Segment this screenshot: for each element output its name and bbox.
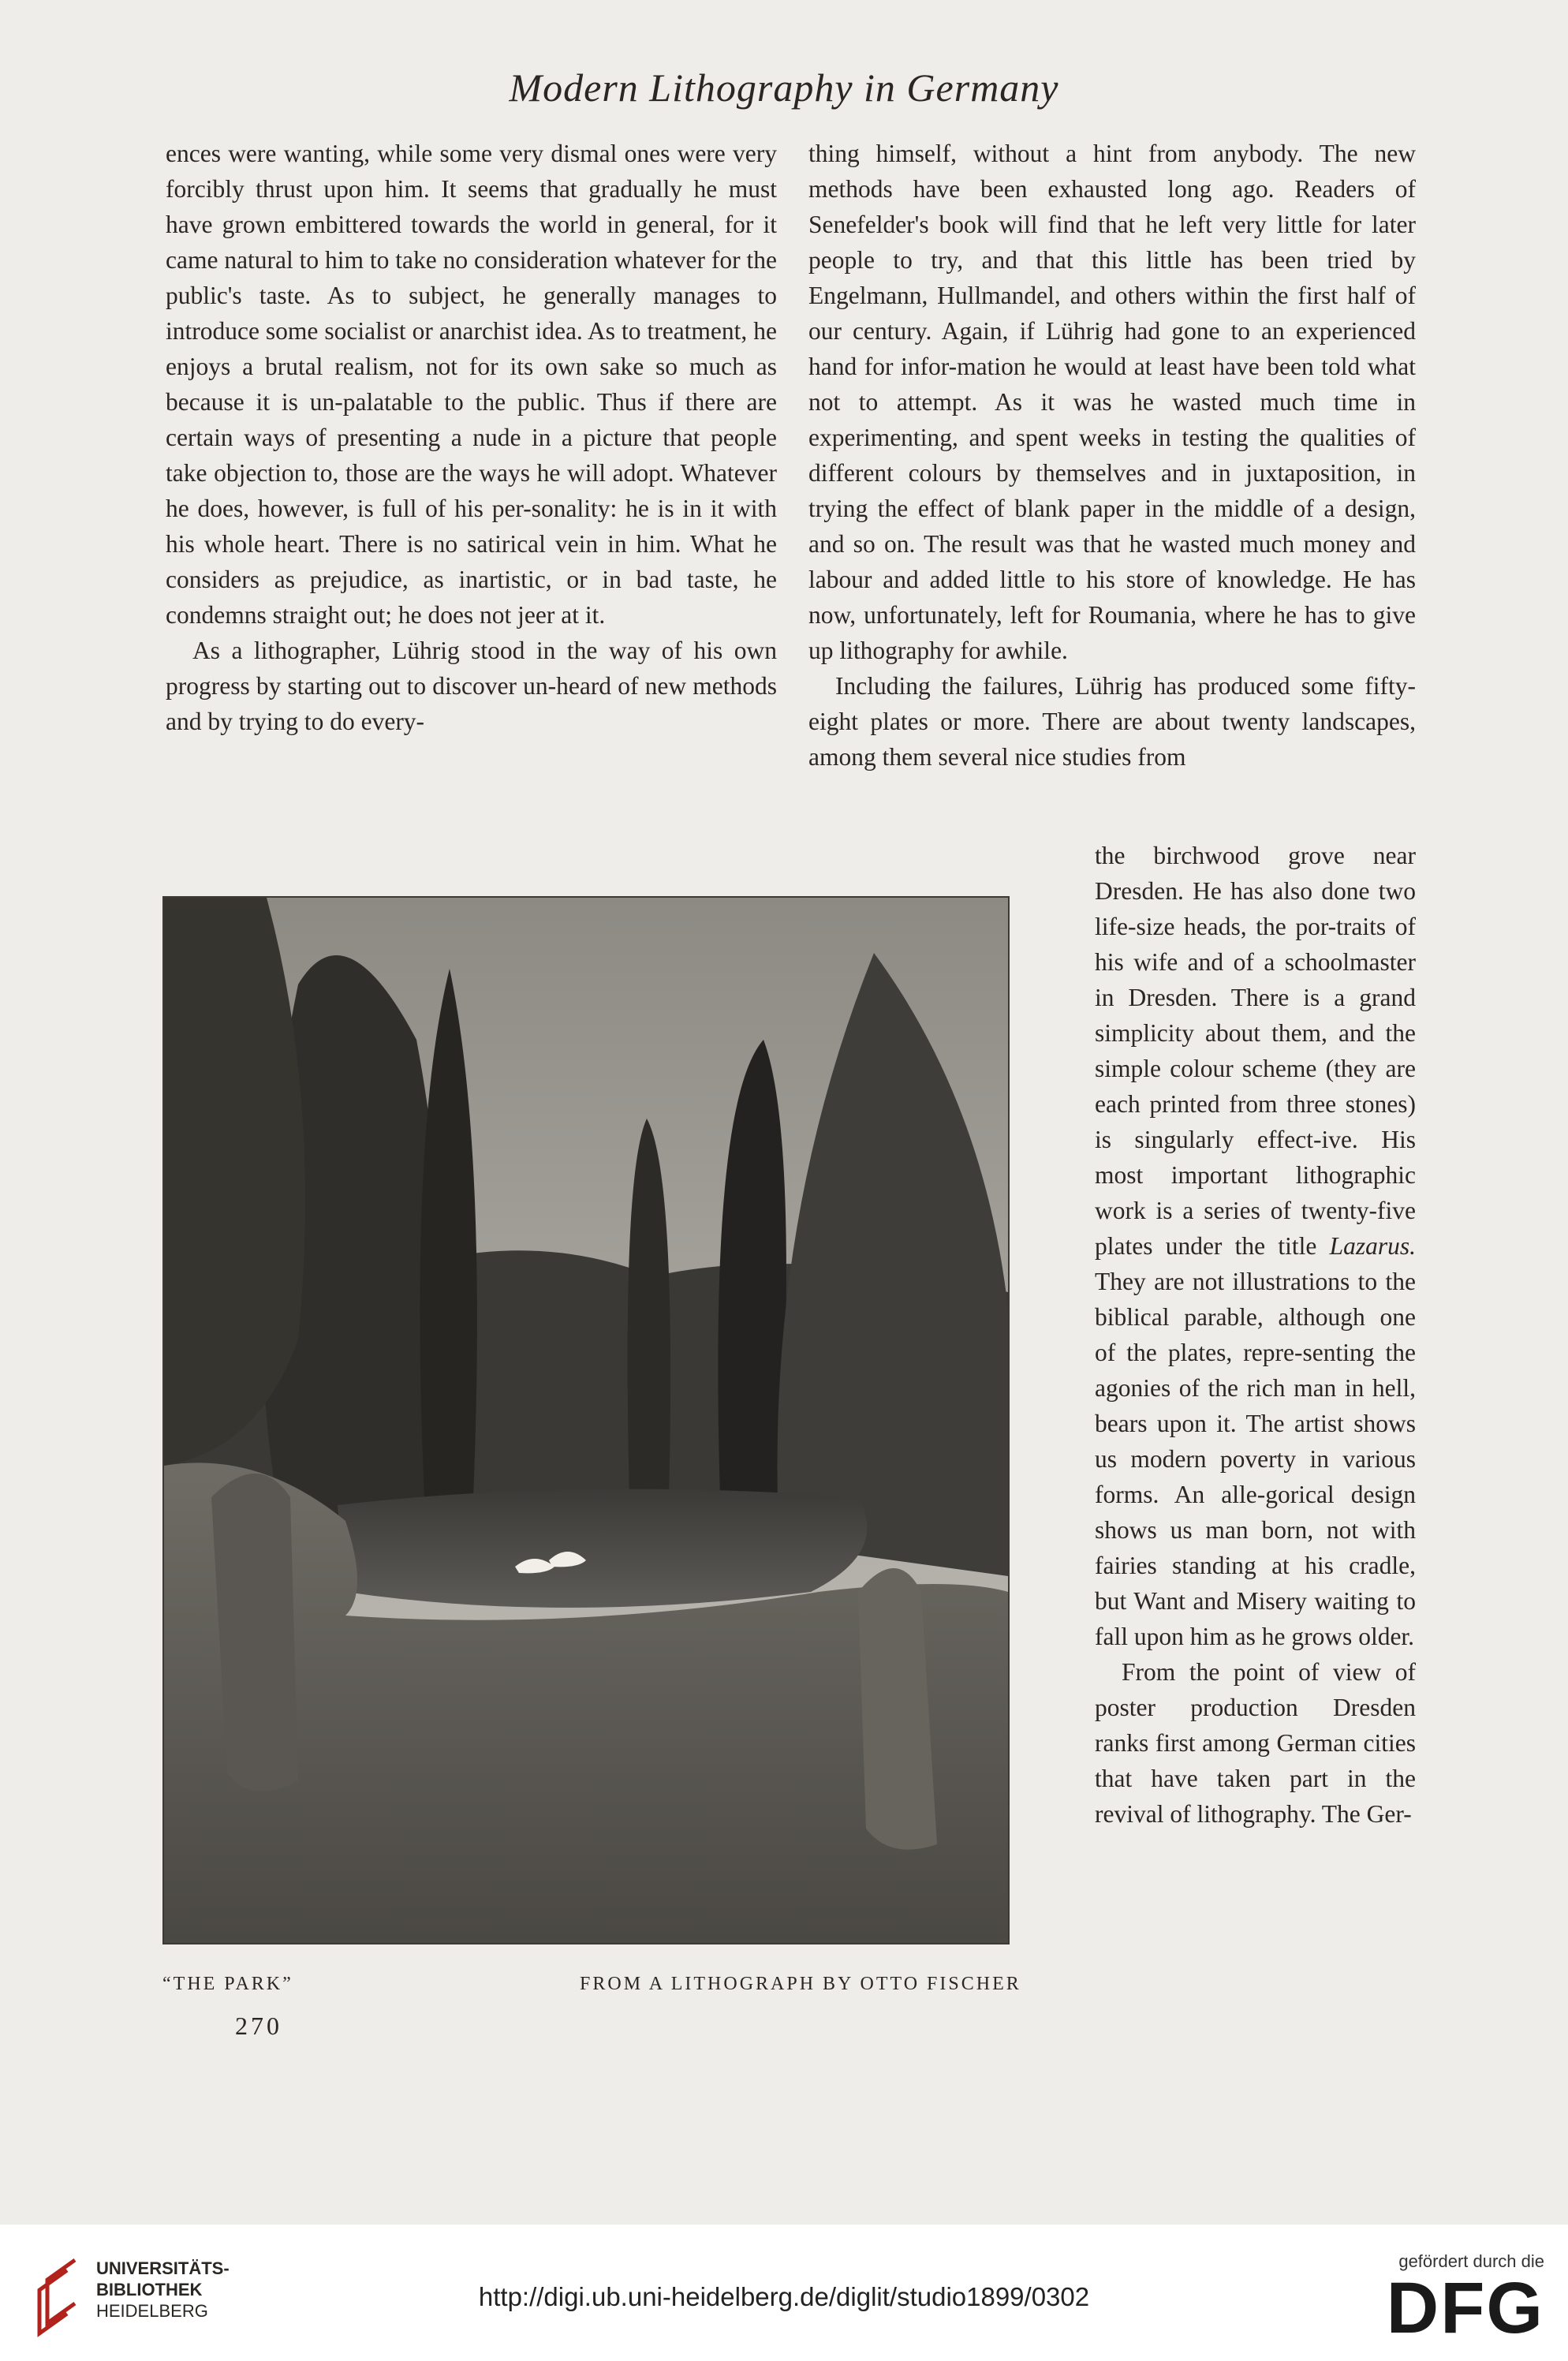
figure-caption-credit: FROM A LITHOGRAPH BY OTTO FISCHER bbox=[580, 1974, 1021, 1994]
paragraph: thing himself, without a hint from anybody. The new methods have been exhausted long ago. Readers of Senefelder's book will find that he left very little for later people to try, and that this little has been tried by Engelmann, Hullmandel, and others within the first half of our century. Again, if Lührig had gone to an experienced hand for infor-mation he would at least have been told what not to attempt. As it was he wasted much time in experimenting, and spent weeks in testing the qualities of different colours by themselves and in juxtaposition, in trying the effect of blank paper in the middle of a design, and so on. The result was that he wasted much money and labour and added little to his store of knowledge. He has now, unfortunately, left for Roumania, where he has to give up lithography for awhile. bbox=[808, 140, 1416, 664]
text-run: the birchwood grove near Dresden. He has also done two life-size heads, the por-traits of his wife and of a schoolmaster in Dresden. There is a grand simplicity about them, and the simple colour scheme (they are each printed from three stones) is singularly effect-ive. His most important lithographic work is a series of twenty-five plates under the title bbox=[1095, 842, 1416, 1260]
text-column-right bbox=[808, 136, 1416, 775]
text-run: They are not illustrations to the biblical parable, although one of the plates, repre-senting the agonies of the rich man in hell, bears upon it. The artist shows us modern poverty in various forms. An alle-gorical design shows us man born, not with fairies standing at his cradle, but Want and Misery waiting to fall upon him as he grows older. bbox=[1095, 1268, 1416, 1650]
paragraph bbox=[1095, 838, 1416, 1654]
paragraph: As a lithographer, Lührig stood in the way of his own progress by starting out to discover un-heard of new methods and by trying to do every- bbox=[166, 637, 777, 735]
park-lithograph-image bbox=[164, 898, 1008, 1943]
italic-title: Lazarus. bbox=[1329, 1232, 1416, 1260]
text-column-narrow bbox=[1095, 838, 1416, 1832]
paragraph: ences were wanting, while some very dismal ones were very forcibly thrust upon him. It seems that gradually he must have grown embittered towards the world in general, for it came natural to him to take no consideration whatever for the public's taste. As to subject, he generally manages to introduce some socialist or anarchist idea. As to treatment, he enjoys a brutal realism, not for its own sake so much as because it is un-palatable to the public. Thus if there are certain ways of presenting a nude in a picture that people take objection to, those are the ways he will adopt. Whatever he does, however, is full of his per-sonality: he is in it with his whole heart. There is no satirical vein in him. What he considers as prejudice, as inartistic, or in bad taste, he condemns straight out; he does not jeer at it. bbox=[166, 140, 777, 629]
sponsor-label: gefördert durch die bbox=[1398, 2251, 1544, 2271]
page-title: Modern Lithography in Germany bbox=[509, 65, 1059, 110]
dfg-logo: DFG bbox=[1386, 2268, 1544, 2348]
page-number: 270 bbox=[235, 2012, 282, 2040]
library-name-line: UNIVERSITÄTS- bbox=[96, 2258, 230, 2278]
lithograph-illustration bbox=[162, 896, 1010, 1944]
figure-caption-title: “THE PARK” bbox=[162, 1974, 293, 1994]
library-name-line: HEIDELBERG bbox=[96, 2301, 208, 2321]
paragraph: From the point of view of poster production Dresden ranks first among German cities that have taken part in the revival of lithography. The Ger- bbox=[1095, 1658, 1416, 1828]
paragraph: Including the failures, Lührig has produced some fifty-eight plates or more. There are about twenty landscapes, among them several nice studies from bbox=[808, 672, 1416, 771]
library-name-line: BIBLIOTHEK bbox=[96, 2280, 203, 2299]
text-column-left bbox=[166, 136, 777, 739]
source-url-link[interactable]: http://digi.ub.uni-heidelberg.de/diglit/studio1899/0302 bbox=[478, 2282, 1090, 2311]
